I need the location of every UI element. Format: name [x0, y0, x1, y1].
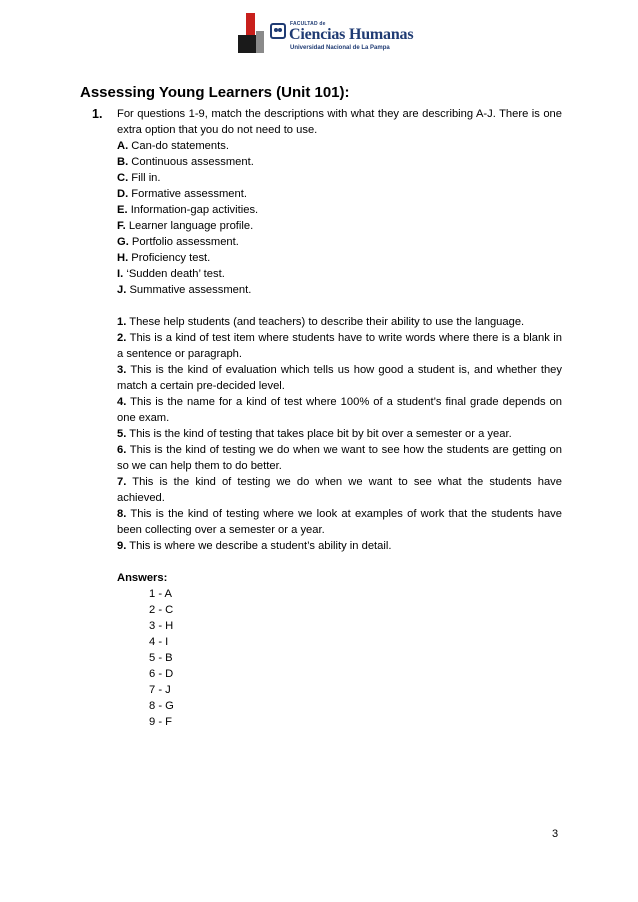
question-number: 1.	[92, 107, 103, 121]
answer-item: 9 - F	[149, 716, 172, 728]
description-item: 5. This is the kind of testing that takes place bit by bit over a semester or a year.	[117, 428, 512, 440]
question-text: For questions 1-9, match the descriptions with what they are describing A-J. There is one extra option that you do not need to use.	[117, 108, 562, 136]
option-item: G. Portfolio assessment.	[117, 236, 239, 248]
option-item: C. Fill in.	[117, 172, 161, 184]
answer-item: 5 - B	[149, 652, 173, 664]
university-emblem-icon	[238, 13, 264, 55]
description-item: 1. These help students (and teachers) to describe their ability to use the language.	[117, 316, 525, 328]
option-item: E. Information-gap activities.	[117, 204, 259, 216]
faculty-logo	[238, 13, 414, 55]
logo-small-text: FACULTAD de	[290, 21, 326, 27]
description-item: 7. This is the kind of testing we do when we want to see what the students have achieved.	[117, 476, 563, 504]
option-item: D. Formative assessment.	[117, 188, 247, 200]
option-item: J. Summative assessment.	[117, 284, 252, 296]
answers-label: Answers:	[117, 572, 168, 584]
answer-item: 8 - G	[149, 700, 174, 712]
description-item: 6. This is the kind of testing we do when we want to see how the students are getting on so we can help them to do better.	[117, 444, 562, 472]
description-item: 8. This is the kind of testing where we look at examples of work that the students have been collecting over a semester or a year.	[117, 508, 562, 536]
answer-item: 4 - I	[149, 636, 169, 648]
description-item: 3. This is the kind of evaluation which tells us how good a student is, and whether they match a certain pre-decided level.	[117, 364, 562, 392]
description-item: 4. This is the name for a kind of test where 100% of a student’s final grade depends on one exam.	[117, 396, 562, 424]
description-item: 9. This is where we describe a student’s ability in detail.	[117, 540, 392, 552]
options-list	[92, 138, 562, 730]
owl-icon	[270, 23, 286, 39]
answer-item: 2 - C	[149, 604, 174, 616]
answer-item: 7 - J	[149, 684, 171, 696]
question-instruction	[92, 106, 562, 138]
option-item: I. ‘Sudden death’ test.	[117, 268, 225, 280]
answer-item: 3 - H	[149, 620, 174, 632]
option-item: B. Continuous assessment.	[117, 156, 254, 168]
logo-sub-text: Universidad Nacional de La Pampa	[290, 45, 390, 51]
logo-main-text: Ciencias Humanas	[289, 26, 414, 43]
page-number: 3	[552, 828, 559, 840]
answer-item: 6 - D	[149, 668, 174, 680]
option-item: H. Proficiency test.	[117, 252, 211, 264]
exercise-content	[92, 106, 562, 730]
description-item: 2. This is a kind of test item where students have to write words where there is a blank in a sentence or paragraph.	[117, 332, 562, 360]
option-item: A. Can-do statements.	[117, 140, 229, 152]
option-item: F. Learner language profile.	[117, 220, 254, 232]
page-title: Assessing Young Learners (Unit 101):	[80, 84, 350, 101]
answer-item: 1 - A	[149, 588, 173, 600]
